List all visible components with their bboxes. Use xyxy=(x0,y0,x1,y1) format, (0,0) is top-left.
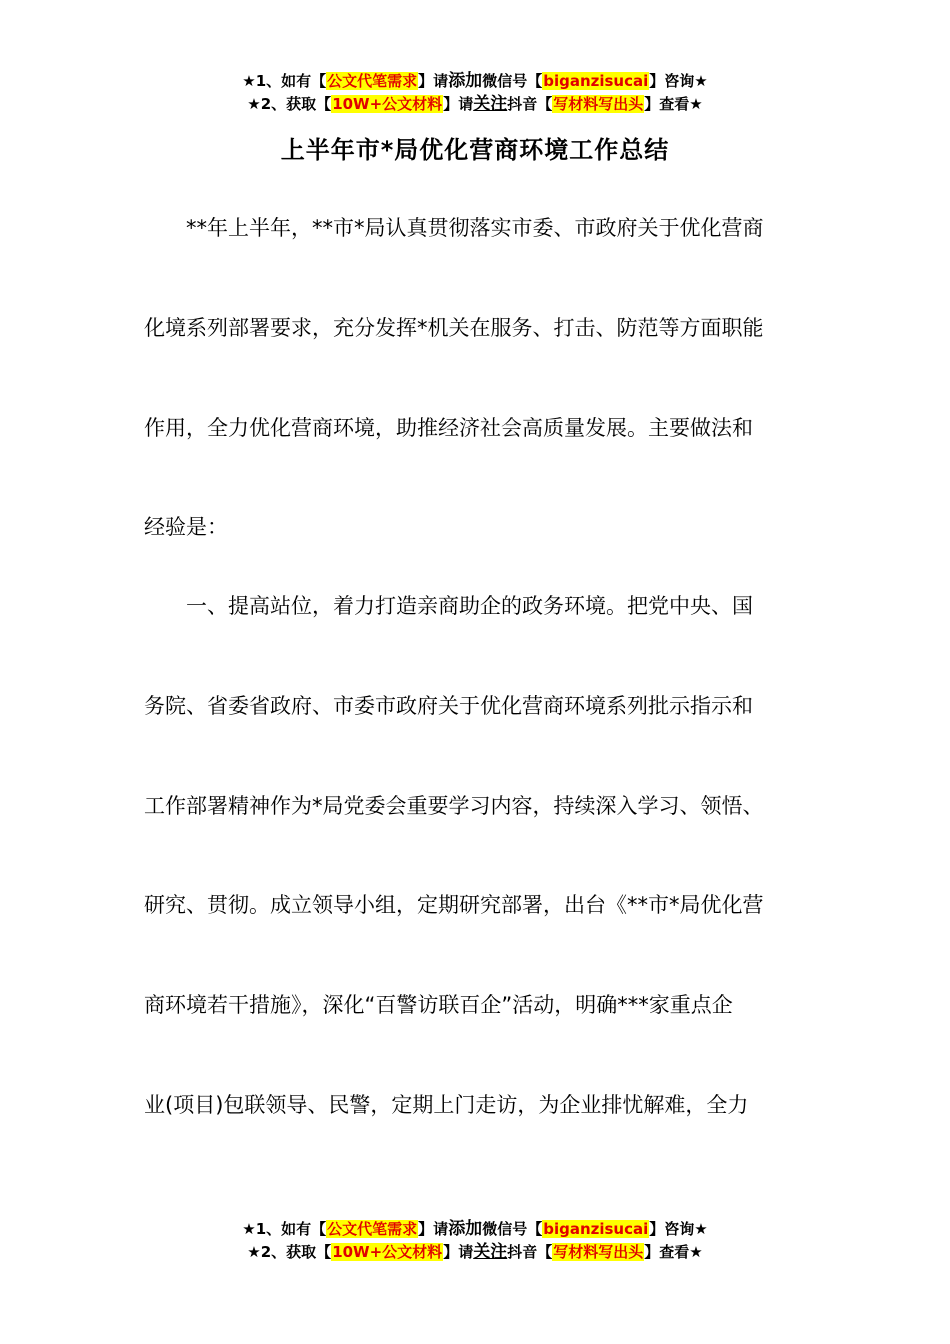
header-text: ★1、如有【 xyxy=(242,72,327,90)
body-line: **年上半年，**市*局认真贯彻落实市委、市政府关于优化营商 xyxy=(186,216,764,240)
footer-text: 】请 xyxy=(418,1220,449,1238)
footer-text: 抖音【 xyxy=(507,1243,553,1261)
header-text: 微信号【 xyxy=(482,72,543,90)
header-text: 抖音【 xyxy=(507,95,553,113)
footer-emphasis: 关注 xyxy=(473,1242,508,1262)
header-line-2 xyxy=(0,93,950,116)
header-text: ★2、获取【 xyxy=(247,95,332,113)
footer-text: ★2、获取【 xyxy=(247,1243,332,1261)
body-line: 工作部署精神作为*局党委会重要学习内容，持续深入学习、领悟、 xyxy=(144,794,764,818)
body-line: 业(项目)包联领导、民警，定期上门走访，为企业排忧解难，全力 xyxy=(144,1093,749,1117)
header-text: 】请 xyxy=(418,72,449,90)
highlight-wechat-id: biganzisucai xyxy=(543,1220,649,1238)
footer-text: ★1、如有【 xyxy=(242,1220,327,1238)
footer-line-2 xyxy=(0,1241,950,1264)
footer-text: 微信号【 xyxy=(482,1220,543,1238)
footer-banner xyxy=(0,1218,950,1264)
highlight-wechat-id: biganzisucai xyxy=(543,72,649,90)
footer-text: 】请 xyxy=(443,1243,474,1261)
footer-emphasis: 添加 xyxy=(448,1219,483,1239)
header-line-1 xyxy=(0,70,950,93)
highlight-materials: 10W+公文材料 xyxy=(332,95,443,113)
body-line: 研究、贯彻。成立领导小组，定期研究部署，出台《**市*局优化营 xyxy=(144,893,764,917)
footer-text: 】查看★ xyxy=(644,1243,703,1261)
body-line: 化境系列部署要求，充分发挥*机关在服务、打击、防范等方面职能 xyxy=(144,316,764,340)
body-line: 商环境若干措施》，深化“百警访联百企”活动，明确***家重点企 xyxy=(144,993,733,1017)
highlight-materials: 10W+公文材料 xyxy=(332,1243,443,1261)
highlight-service: 公文代笔需求 xyxy=(327,72,418,90)
body-line: 作用，全力优化营商环境，助推经济社会高质量发展。主要做法和 xyxy=(144,416,753,440)
header-text: 】咨询★ xyxy=(649,72,708,90)
footer-text: 】咨询★ xyxy=(649,1220,708,1238)
body-line: 一、提高站位，着力打造亲商助企的政务环境。把党中央、国 xyxy=(186,594,753,618)
body-line: 经验是： xyxy=(144,515,228,539)
document-title: 上半年市*局优化营商环境工作总结 xyxy=(280,136,670,164)
header-banner xyxy=(0,70,950,116)
highlight-douyin: 写材料写出头 xyxy=(553,95,644,113)
header-emphasis: 关注 xyxy=(473,94,508,114)
header-emphasis: 添加 xyxy=(448,71,483,91)
body-line: 务院、省委省政府、市委市政府关于优化营商环境系列批示指示和 xyxy=(144,694,753,718)
highlight-douyin: 写材料写出头 xyxy=(553,1243,644,1261)
highlight-service: 公文代笔需求 xyxy=(327,1220,418,1238)
header-text: 】查看★ xyxy=(644,95,703,113)
footer-line-1 xyxy=(0,1218,950,1241)
header-text: 】请 xyxy=(443,95,474,113)
